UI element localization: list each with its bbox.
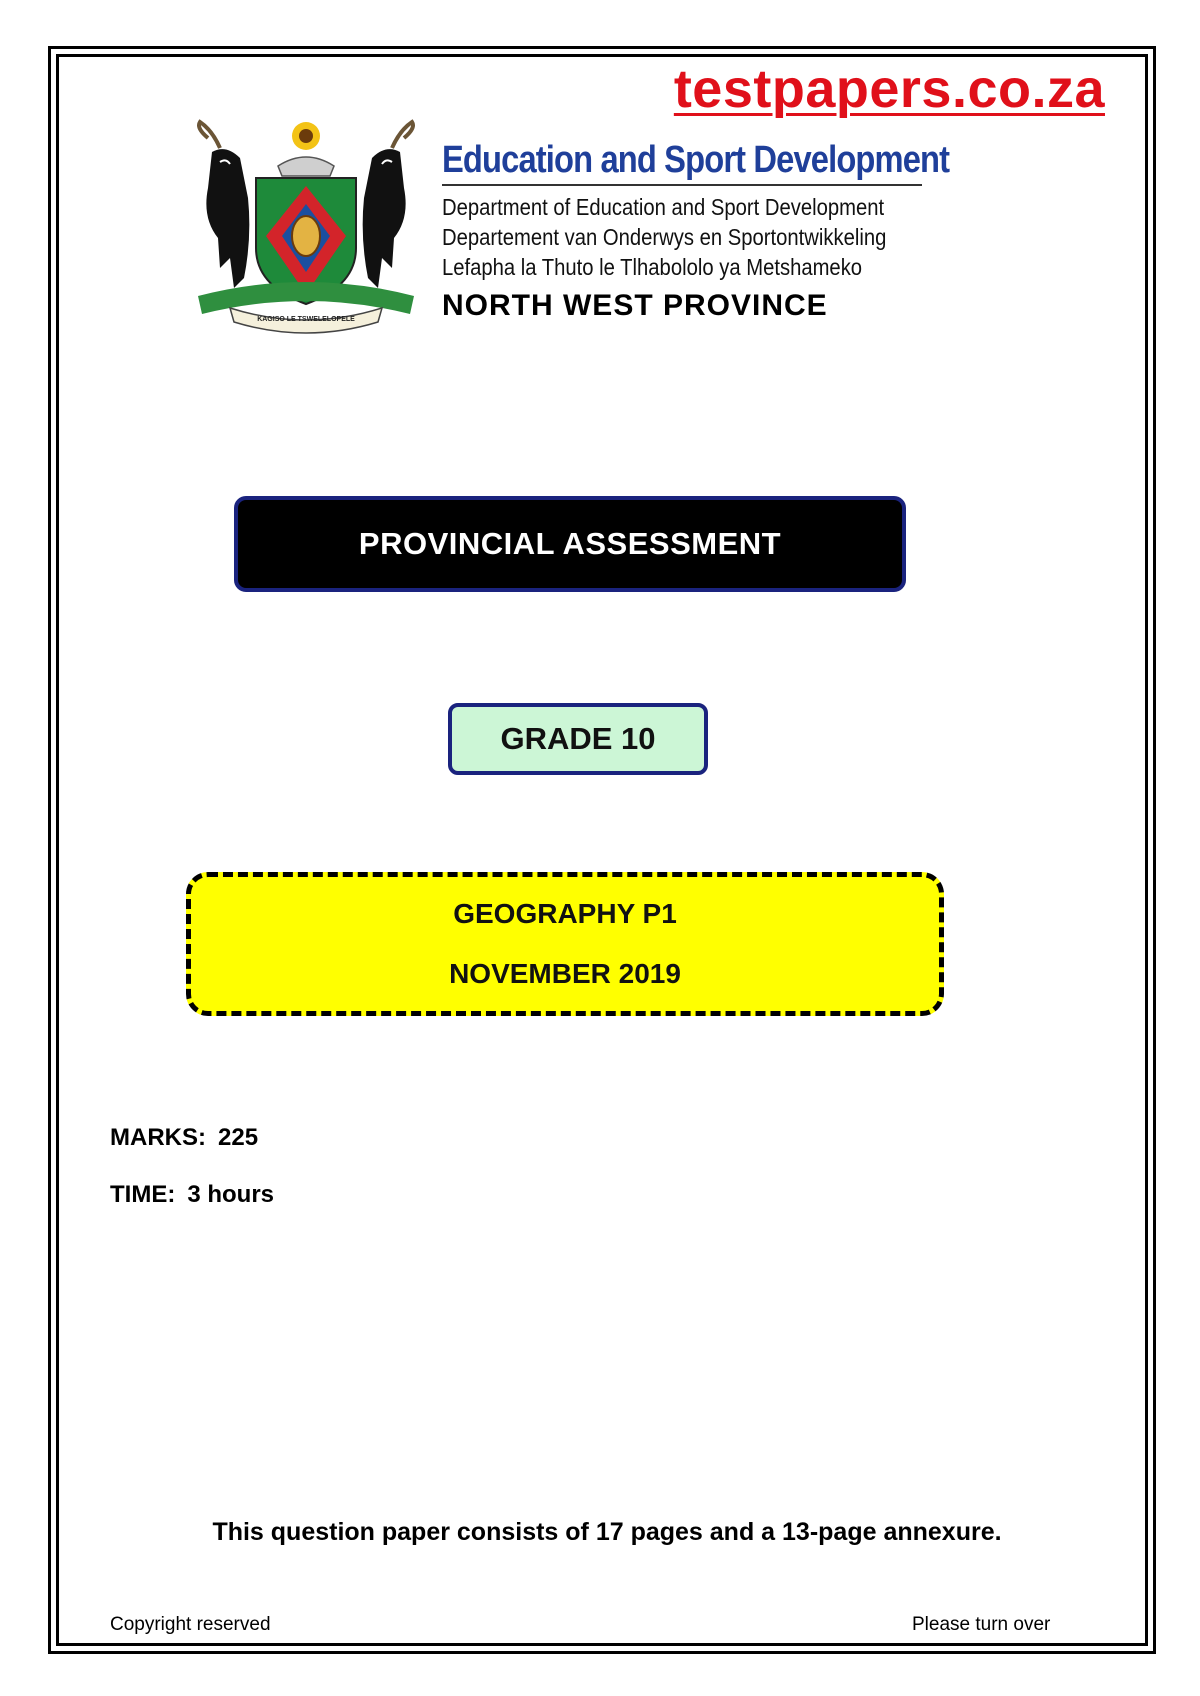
footer-copyright: Copyright reserved bbox=[110, 1614, 271, 1635]
time-row bbox=[110, 1181, 274, 1209]
watermark-link[interactable]: testpapers.co.za bbox=[673, 59, 1105, 119]
time-label: TIME: bbox=[110, 1181, 176, 1208]
page-count-note: This question paper consists of 17 pages and a 13-page annexure. bbox=[212, 1518, 1002, 1546]
assessment-title-box bbox=[234, 496, 906, 592]
header-divider bbox=[442, 184, 922, 186]
department-name-afrikaans: Departement van Onderwys en Sportontwikkeling bbox=[442, 224, 887, 250]
province-name: NORTH WEST PROVINCE bbox=[442, 289, 828, 322]
antelope-right-icon bbox=[363, 122, 413, 288]
department-name-english: Department of Education and Sport Development bbox=[442, 194, 885, 220]
subject-box bbox=[186, 872, 944, 1016]
department-name-setswana: Lefapha la Thuto le Tlhabololo ya Metshameko bbox=[442, 254, 863, 280]
time-value: 3 hours bbox=[187, 1181, 275, 1208]
sunflower-icon bbox=[292, 122, 320, 150]
grade-box bbox=[448, 703, 708, 775]
coat-of-arms-logo bbox=[190, 118, 422, 336]
marks-label: MARKS: bbox=[110, 1124, 206, 1151]
department-title: Education and Sport Development bbox=[442, 139, 950, 181]
marks-row bbox=[110, 1124, 258, 1152]
department-header bbox=[442, 138, 950, 326]
assessment-title: PROVINCIAL ASSESSMENT bbox=[358, 526, 782, 561]
marks-value: 225 bbox=[218, 1124, 259, 1151]
exam-session: NOVEMBER 2019 bbox=[449, 958, 681, 989]
subject-name: GEOGRAPHY P1 bbox=[453, 898, 677, 929]
crest-motto: KAGISO LE TSWELELOPELE bbox=[257, 316, 355, 323]
footer-turn-over: Please turn over bbox=[912, 1614, 1051, 1635]
grade-label: GRADE 10 bbox=[500, 721, 656, 756]
antelope-left-icon bbox=[199, 122, 249, 288]
